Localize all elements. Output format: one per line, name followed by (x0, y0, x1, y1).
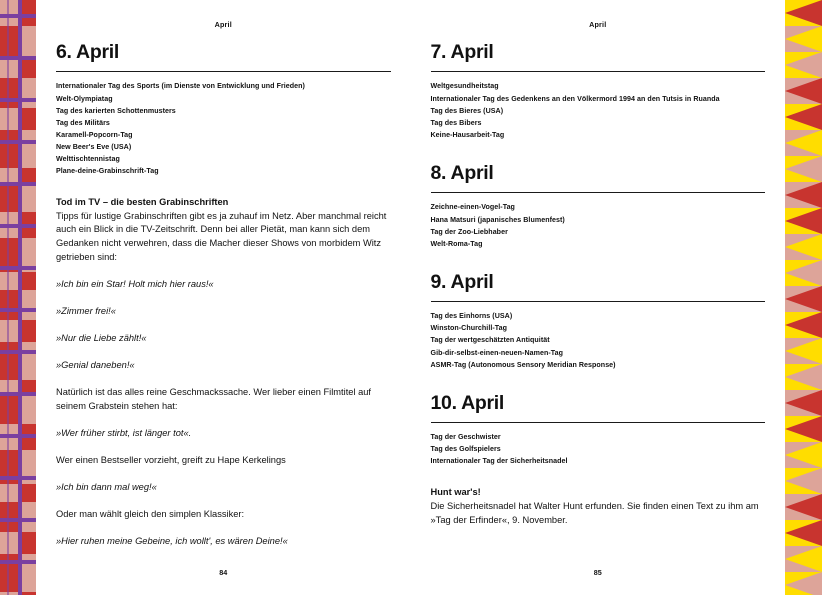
observance-list (431, 201, 766, 249)
article-quote: »Ich bin ein Star! Holt mich hier raus!« (56, 278, 214, 289)
article-quote: »Genial daneben!« (56, 359, 135, 370)
page-right-content (431, 42, 766, 527)
list-item: Tag des karierten Schottenmusters (56, 106, 176, 115)
page-right (411, 0, 786, 595)
day-section-8-april (431, 163, 766, 250)
list-item: Winston-Churchill-Tag (430, 324, 508, 333)
day-heading: 6. April (56, 41, 119, 63)
article-quote: »Hier ruhen meine Gebeine, ich wollt', es wären Deine!« (56, 536, 288, 547)
running-head-left: April (214, 20, 232, 29)
day-heading: 9. April (430, 270, 494, 293)
article-paragraph: Tipps für lustige Grabinschriften gibt es ja zuhauf im Netz. Aber manchmal reicht auch ein Blick in die TV-Zeitschrift. Denn bei aller Pietät, man kann sich dem Gedanken nicht verwehren, dass die Macher dieser Shows von morbidem Witz getrieben sind: (56, 210, 387, 262)
day-heading: 8. April (430, 161, 494, 184)
article-quote: »Wer früher stirbt, ist länger tot«. (56, 427, 192, 438)
list-item: Tag der Zoo-Liebhaber (430, 227, 508, 236)
heading-rule (56, 71, 391, 72)
heading-rule (431, 192, 766, 193)
plaid-pattern (0, 0, 36, 595)
day-section-7-april (431, 42, 766, 141)
page-left (36, 0, 411, 595)
article-tod-im-tv (56, 196, 391, 549)
observance-list (431, 80, 766, 140)
book-spread (36, 0, 785, 595)
decorative-plaid-border-left (0, 0, 36, 595)
page-left-content (56, 42, 391, 549)
list-item: Tag der Geschwister (430, 433, 501, 442)
list-item: Tag des Bieres (USA) (430, 106, 504, 115)
list-item: Tag der wertgeschätzten Antiquität (430, 336, 550, 345)
list-item: Internationaler Tag des Sports (im Dienste von Entwicklung und Frieden) (56, 82, 305, 91)
list-item: New Beer's Eve (USA) (56, 142, 132, 151)
list-item: Zeichne-einen-Vogel-Tag (430, 203, 515, 212)
article-title: Hunt war's! (430, 487, 481, 498)
page-number-right: 85 (593, 568, 602, 577)
page-number-left: 84 (219, 568, 228, 577)
list-item: Welt-Roma-Tag (430, 239, 483, 248)
list-item: Tag des Militärs (56, 118, 110, 127)
list-item: Karamell-Popcorn-Tag (56, 130, 133, 139)
list-item: Tag des Golfspielers (430, 445, 501, 454)
list-item: Plane-deine-Grabinschrift-Tag (56, 167, 159, 176)
article-paragraph: Wer einen Bestseller vorzieht, greift zu Hape Kerkelings (56, 454, 286, 465)
list-item: Internationaler Tag des Gedenkens an den Völkermord 1994 an den Tutsis in Ruanda (430, 94, 720, 103)
article-hunt-wars (431, 486, 766, 527)
day-section-6-april (56, 42, 391, 177)
day-heading: 7. April (430, 41, 494, 63)
observance-list (56, 80, 391, 177)
article-quote: »Ich bin dann mal weg!« (56, 481, 157, 492)
heading-rule (431, 422, 766, 423)
day-section-10-april (431, 393, 766, 468)
article-paragraph: Oder man wählt gleich den simplen Klassiker: (56, 509, 245, 520)
list-item: Tag des Einhorns (USA) (430, 312, 513, 321)
list-item: ASMR-Tag (Autonomous Sensory Meridian Response) (430, 360, 616, 369)
article-quote: »Zimmer frei!« (56, 305, 116, 316)
day-section-9-april (431, 272, 766, 371)
list-item: Tag des Bibers (430, 118, 482, 127)
list-item: Weltgesundheitstag (430, 82, 499, 91)
triangle-pattern (785, 0, 822, 595)
list-item: Welttischtennistag (56, 155, 120, 164)
list-item: Internationaler Tag der Sicherheitsnadel (430, 457, 568, 466)
day-heading: 10. April (430, 391, 505, 414)
observance-list (431, 310, 766, 370)
list-item: Hana Matsuri (japanisches Blumenfest) (430, 215, 565, 224)
article-paragraph: Die Sicherheitsnadel hat Walter Hunt erfunden. Sie finden einen Text zu ihm am »Tag der Erfinder«, 9. November. (430, 501, 759, 525)
heading-rule (431, 301, 766, 302)
running-head-right: April (589, 20, 607, 29)
article-paragraph: Natürlich ist das alles reine Geschmackssache. Wer lieber einen Filmtitel auf seinem Grabstein stehen hat: (56, 387, 372, 411)
decorative-chevron-border-right (785, 0, 822, 595)
list-item: Welt-Olympiatag (56, 94, 113, 103)
article-title: Tod im TV – die besten Grabinschriften (56, 197, 229, 208)
observance-list (431, 431, 766, 467)
list-item: Gib-dir-selbst-einen-neuen-Namen-Tag (430, 348, 564, 357)
list-item: Keine-Hausarbeit-Tag (430, 130, 505, 139)
heading-rule (431, 71, 766, 72)
article-quote: »Nur die Liebe zählt!« (56, 332, 147, 343)
